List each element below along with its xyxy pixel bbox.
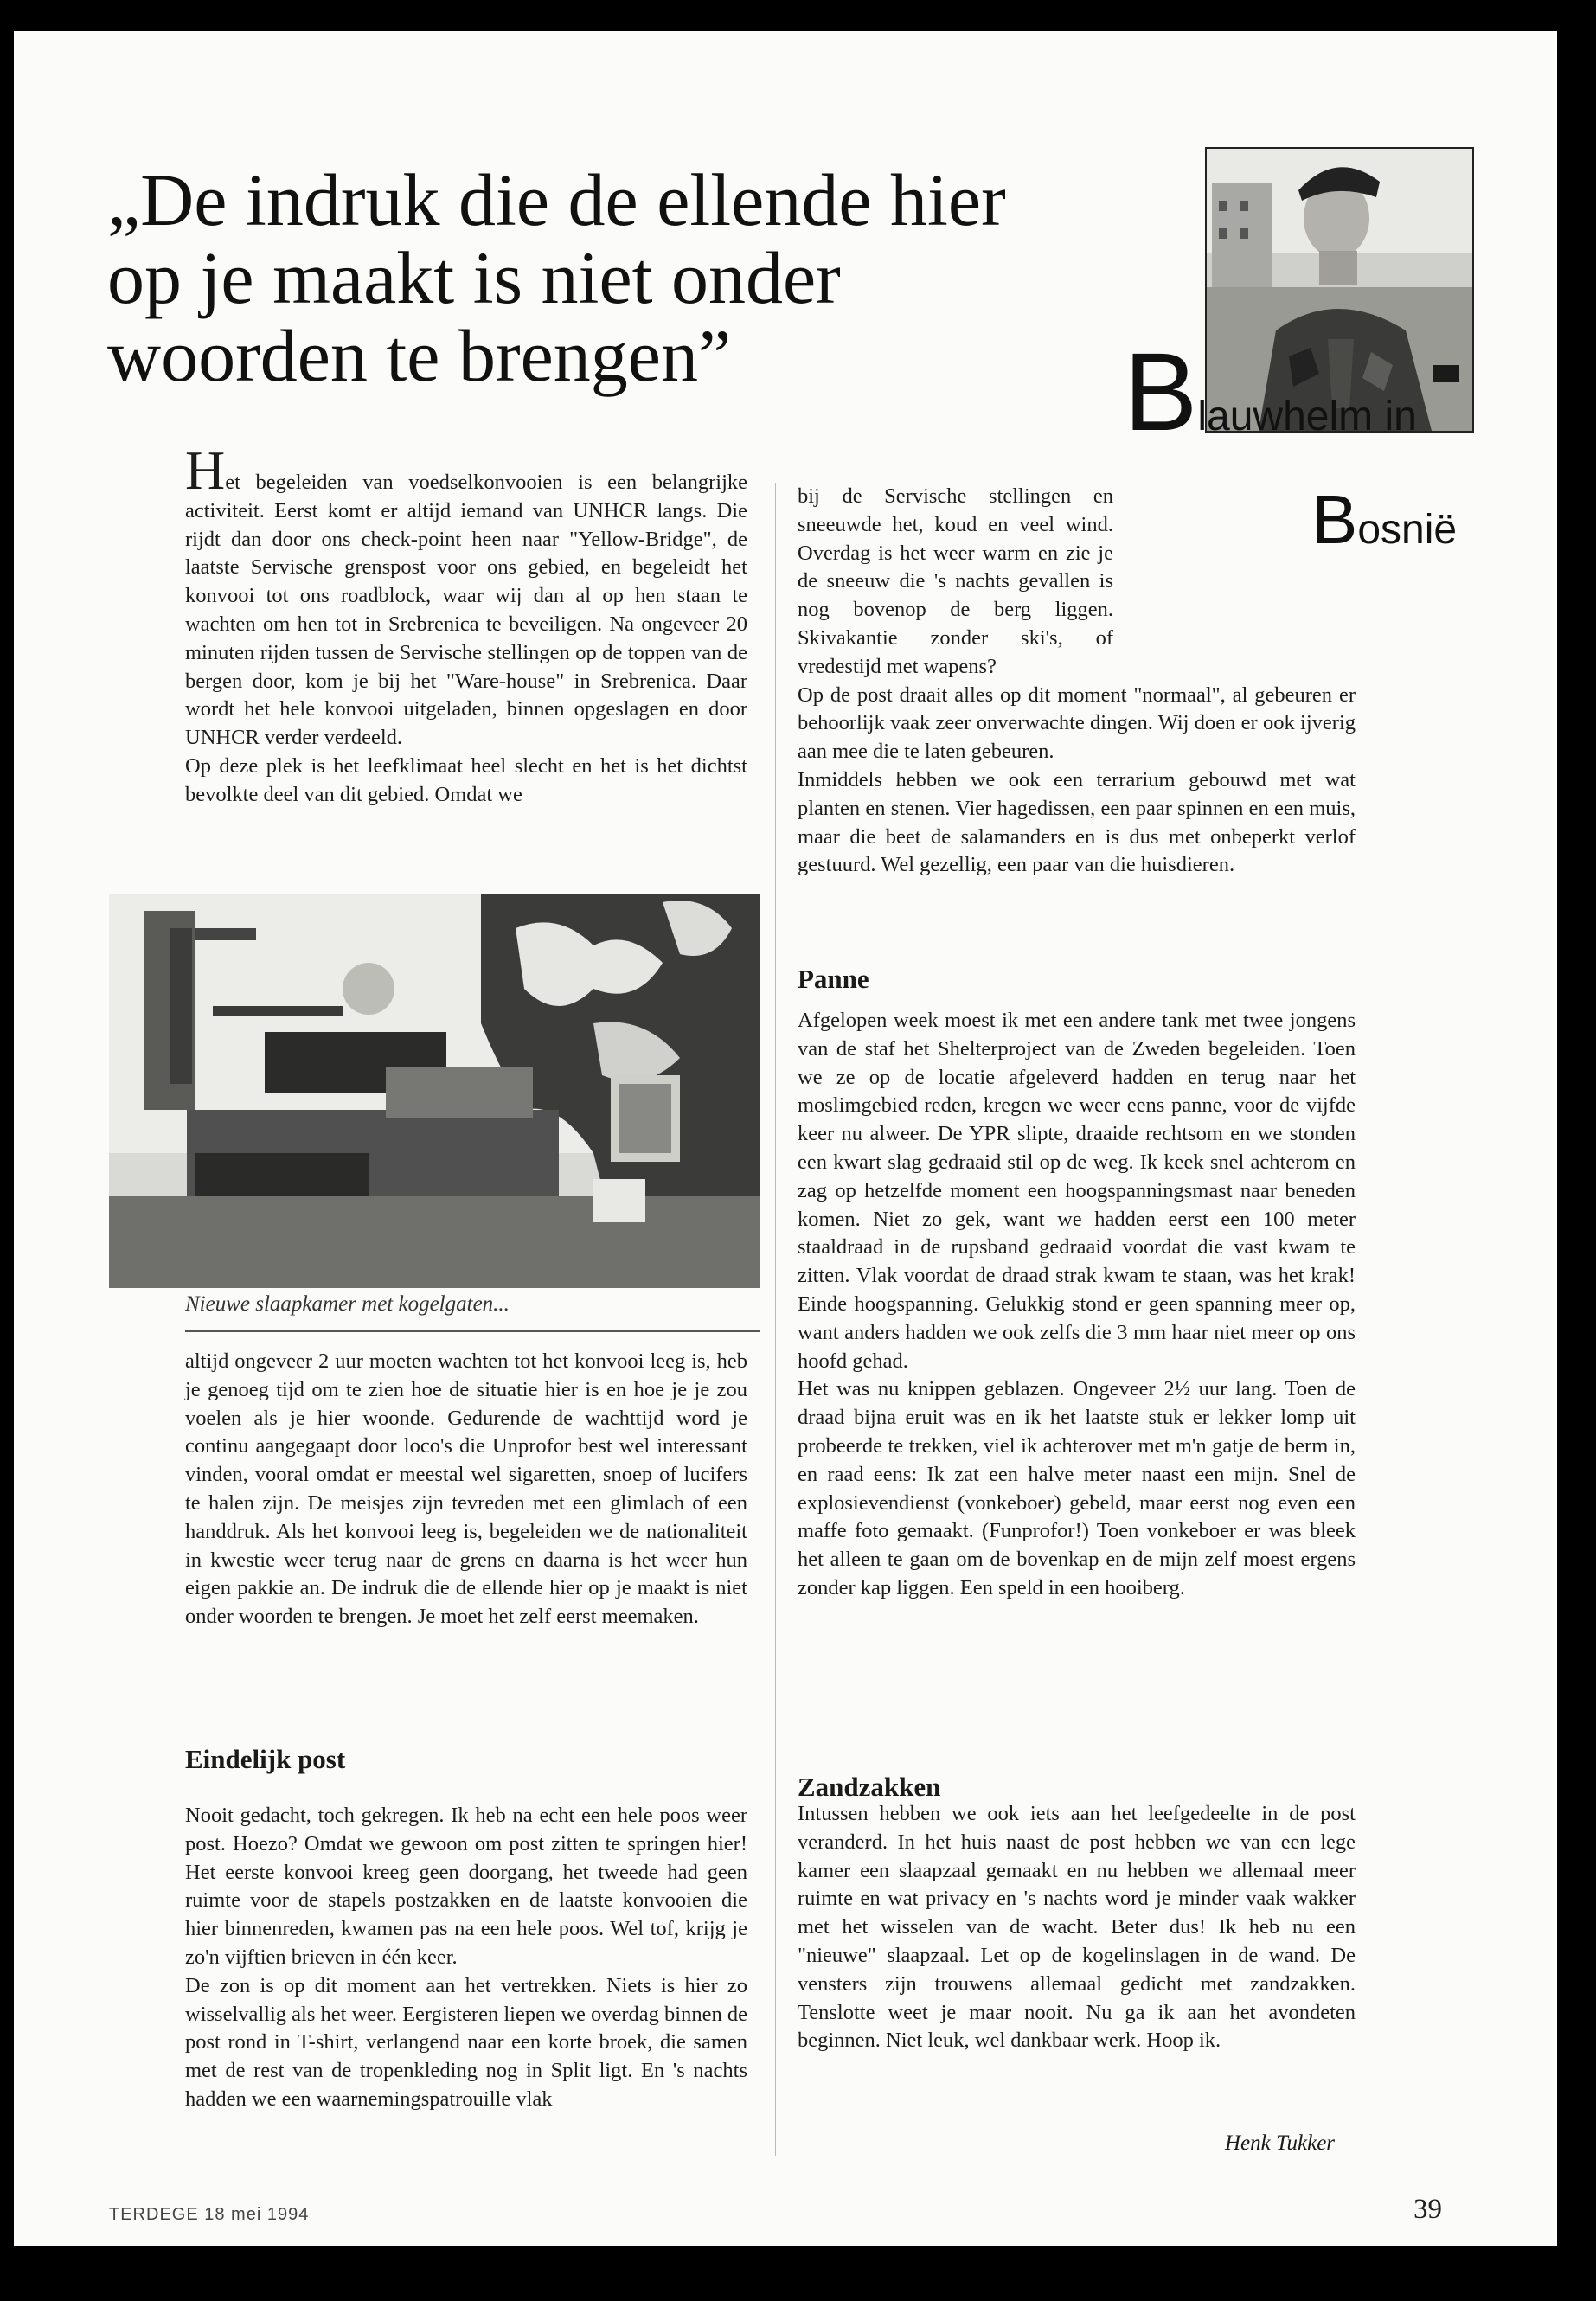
intro-text: et begeleiden van voedselkonvooien is een belangrijke activiteit. Eerst komt er altijd iemand van UNHCR langs. Die rijdt dan door ons check-point heen naar "Yellow-Bridge", de laatste Servische grenspost voor ons gebied, en begeleidt het konvooi tot ons roadblock, waar wij dan al op hen staan te wachten om hen tot in Srebrenica te beveiligen. Na ongeveer 20 minuten rijden tussen de Servische stellingen op de toppen van de bergen door, kom je bij het "Ware-house" in Srebrenica. Daar wordt het hele konvooi uitgeladen, binnen opgeslagen en door UNHCR verder verdeeld. (185, 471, 747, 750)
article-column-2 (798, 483, 1356, 880)
kicker-initial-1: B (1124, 330, 1198, 454)
paragraph: Intussen hebben we ook iets aan het leefgedeelte in de post veranderd. In het huis naast de post hebben we van een lege kamer een slaapzaal gemaakt en nu hebben we allemaal meer ruimte en wat privacy en 's nachts word je minder vaak wakker met het wisselen van de wacht. Beter dus! Ik heb nu een "nieuwe" slaapzaal. Let op de kogelinslagen in de wand. De vensters zijn trouwens allemaal gedicht met zandzakken. Tenslotte weet je maar nooit. Nu ga ik aan het avondeten beginnen. Niet leuk, wel dankbaar werk. Hoop ik. (798, 1802, 1356, 2053)
paragraph: De zon is op dit moment aan het vertrekken. Niets is hier zo wisselvallig als het weer. Eergisteren liepen we overdag binnen de post rond in T-shirt, verlangend naar een korte broek, die samen met de rest van de tropenkleding nog in Split ligt. En 's nachts hadden we een waarnemingspatrouille vlak (185, 1973, 747, 2111)
drop-cap: H (185, 439, 226, 501)
kicker-line-1 (1124, 330, 1417, 454)
bedroom-photo (109, 894, 760, 1288)
intro-paragraph (185, 439, 747, 753)
paragraph: Inmiddels hebben we ook een terrarium gebouwd met wat planten en stenen. Vier hagedissen, een paar spinnen en een muis, maar die beet de salamanders en is dus met onbeperkt verlof gestuurd. Wel gezellig, een paar van die huisdieren. (798, 767, 1356, 877)
section-post (185, 1802, 747, 2114)
paragraph: bij de Servische stellingen en sneeuwde het, koud en veel wind. Overdag is het weer warm en zie je de sneeuw die 's nachts gevallen is nog bovenop de berg liggen. Skivakantie zonder ski's, of vredestijd met wapens? (798, 484, 1113, 678)
column-divider (775, 483, 776, 2156)
magazine-page (14, 31, 1557, 2246)
paragraph: Nooit gedacht, toch gekregen. Ik heb na echt een hele poos weer post. Hoezo? Omdat we gewoon om post zitten te springen hier! Het eerste konvooi kreeg geen doorgang, het tweede had geen ruimte voor de stapels postzakken en de laatste konvooien die hier binnenreden, kwamen pas na een hele poos. Wel tof, krijg je zo'n vijftien brieven in één keer. (185, 1804, 747, 1969)
section-heading-post: Eindelijk post (185, 1744, 346, 1774)
kicker-text-1: lauwhelm in (1197, 394, 1417, 439)
section-heading-panne: Panne (798, 964, 869, 994)
paragraph: Op deze plek is het leefklimaat heel slecht en het is het dichtst bevolkte deel van dit gebied. Omdat we (185, 753, 747, 806)
scan-border-left (0, 0, 14, 2301)
author-byline: Henk Tukker (1225, 2131, 1336, 2155)
publication-footer: TERDEGE 18 mei 1994 (109, 2205, 310, 2224)
article-continuation (185, 1348, 747, 1631)
article-intro (185, 439, 747, 810)
scan-border-right (1557, 0, 1596, 2301)
paragraph: Afgelopen week moest ik met een andere tank met twee jongens van de staf het Shelterproject van de Zweden begeleiden. Toen we ze op de locatie afgeleverd hadden en terug naar het moslimgebied reden, kregen we weer eens panne, voor de vijfde keer nu alweer. De YPR slipte, draaide rechtsom en we stonden een kwart slag gedraaid stil op de weg. Ik keek snel achterom en zag op hetzelfde moment een hoogspanningsmast naar beneden komen. Niet zo gek, want we hadden eerst een 100 meter staaldraad in de rupsband gedraaid voordat die vast kwam te zitten. Vlak voordat de draad strak kwam te staan, was het krak! Einde hoogspanning. Gelukkig stond er geen spanning meer op, want anders hadden we ook zelfs die 3 mm haar niet meer op ons hoofd gehad. (798, 1009, 1356, 1373)
scan-border-bottom (0, 2246, 1596, 2301)
caption-divider (185, 1330, 760, 1332)
section-zandzakken (798, 1800, 1356, 2055)
scan-border-top (0, 0, 1596, 31)
section-panne (798, 1007, 1356, 1603)
bedroom-image (109, 894, 760, 1288)
headline: „De indruk die de ellende hier op je maakt is niet onder woorden te brengen” (107, 158, 1006, 397)
section-heading-zandzakken: Zandzakken (798, 1772, 941, 1802)
page-number: 39 (1413, 2194, 1442, 2225)
paragraph: altijd ongeveer 2 uur moeten wachten tot het konvooi leeg is, heb je genoeg tijd om te zien hoe de situatie hier is en hoe je je zou voelen als je hier woonde. Gedurende de wachttijd word je continu aangegaapt door loco's die Unprofor best wel interessant vinden, vooral omdat er meestal wel sigaretten, snoep of lucifers te halen zijn. De meisjes zijn tevreden met een glimlach of een handdruk. Als het konvooi leeg is, begeleiden we de nationaliteit in kwestie weer terug naar de grens en daarna is het weer hun eigen pakkie an. De indruk die de ellende hier op je maakt is niet onder woorden te brengen. Je moet het zelf eerst meemaken. (185, 1349, 747, 1629)
kicker-initial-2: B (1311, 481, 1358, 558)
paragraph: Het was nu knippen geblazen. Ongeveer 2½ uur lang. Toen de draad bijna eruit was en ik het laatste stuk er lekker lomp uit probeerde te trekken, viel ik achterover met m'n gatje de berm in, en raad eens: Ik zat een halve meter naast een mijn. Snel de explosievendienst (vonkeboer) gebeld, maar eerst nog even een maffe foto gemaakt. (Funprofor!) Toen vonkeboer er was bleek het alleen te gaan om de bovenkap en de mijn zelf moest ergens zonder kap liggen. Een speld in een hooiberg. (798, 1377, 1356, 1599)
kicker-text-2: osnië (1357, 507, 1458, 553)
paragraph: Op de post draait alles op dit moment "normaal", al gebeuren er behoorlijk vaak zeer onverwachte dingen. Wij doen er ook ijverig aan mee die te laten gebeuren. (798, 683, 1356, 764)
photo-caption: Nieuwe slaapkamer met kogelgaten... (185, 1292, 510, 1316)
